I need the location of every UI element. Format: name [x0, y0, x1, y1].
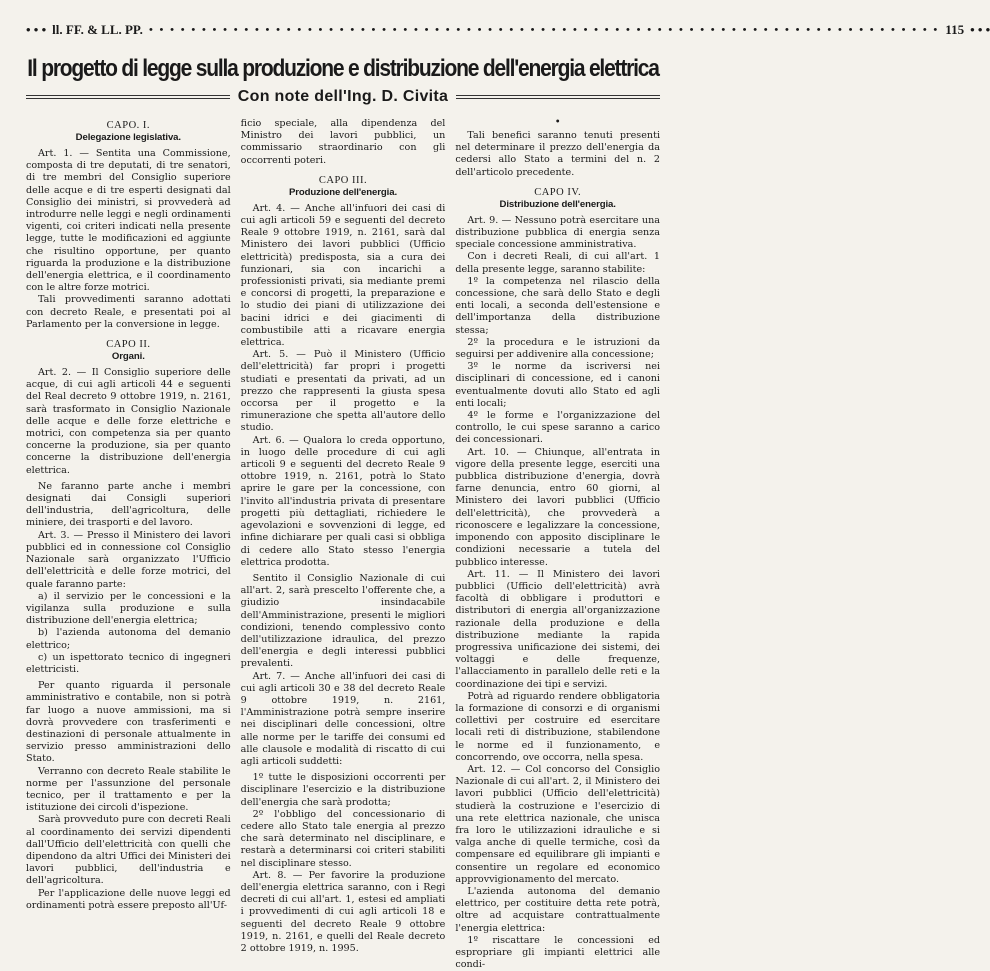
paragraph: Ne faranno parte anche i membri designati dai Consigli superiori dell'industria, dell'agricoltura, delle miniere, dei trasporti e del lavoro.	[26, 480, 231, 529]
subtitle-row	[26, 86, 660, 108]
list-item-1: 1º la competenza nel rilascio della concessione, che sarà dello Stato e degli enti locali, a seconda dell'estensione e dell'importanza della distribuzione stessa;	[455, 275, 661, 336]
paragraph: Tali benefici saranno tenuti presenti nel determinare il prezzo dell'energia da cedersi allo Stato a termini del n. 2 dell'articolo precedente.	[455, 130, 661, 178]
list-item-2: 2º l'obbligo del concessionario di cedere allo Stato tale energia al prezzo che sarà determinato nel disciplinare, e restarà a determinarsi coi criteri stabiliti nel disciplinare stesso.	[240, 808, 446, 869]
list-item-4: 4º le forme e l'organizzazione del controllo, le cui spese saranno a carico dei concessionari.	[455, 410, 661, 446]
subtitle-rule-left	[26, 95, 230, 99]
article-title: Il progetto di legge sulla produzione e distribuzione dell'energia elettrica	[27, 55, 659, 82]
header-dot-leader: • • • • • • • • • • • • • • • • • • • • • • • • • • • • • • • • • • • • • • • • • • • • • • • • • • • • • • • • • • • • • • • • • • • • • • • • • • •	[148, 24, 940, 36]
paragraph: Tali provvedimenti saranno adottati con decreto Reale, e presentati poi al Parlamento per la conversione in legge.	[26, 294, 231, 330]
capo-2-title: Organi.	[111, 351, 145, 363]
article-8: Art. 8. — Per favorire la produzione dell'energia elettrica saranno, con i Regi decreti di cui all'art. 1, estesi ed ampliati i provvedimenti di cui agli articoli 18 e seguenti del decreto Reale 9 ottobre 1919, n. 2161, e quelli del Reale decreto 2 ottobre 1919, n. 1995.	[240, 869, 446, 954]
journal-abbreviation: ll. FF. & LL. PP.	[52, 22, 143, 37]
header-leading-dots: • • •	[26, 22, 47, 37]
list-item-2: 2º la procedura e le istruzioni da seguirsi per addivenire alla concessione;	[455, 336, 661, 361]
paragraph: ficio speciale, alla dipendenza del Ministro dei lavori pubblici, un commissario straordinario con gli occorrenti poteri.	[240, 118, 446, 166]
capo-2-label: CAPO II.	[106, 339, 151, 351]
list-item-a: a) il servizio per le concessioni e la vigilanza sulla produzione e sulla distribuzione dell'energia elettrica;	[26, 590, 231, 627]
list-item-1: 1º riscattare le concessioni ed espropriare gli impianti elettrici alle condi-	[455, 934, 661, 971]
header-trailing-dots: • • •	[970, 22, 990, 37]
page-number: 115	[945, 22, 965, 37]
paragraph: Per quanto riguarda il personale amministrativo e contabile, non si potrà far luogo a nuove ammissioni, ma si dovrà provvedere con trasferimenti e destinazioni di personale attualmente in servizio presso amministrazioni dello Stato.	[26, 680, 231, 765]
paragraph: L'azienda autonoma del demanio elettrico, per costituire detta rete potrà, oltre ad acquistare contrattualmente l'energia elettrica:	[455, 885, 661, 934]
list-item-1: 1º tutte le disposizioni occorrenti per disciplinare l'esercizio e la distribuzione dell'energia che sarà prodotta;	[240, 772, 446, 808]
article-1: Art. 1. — Sentita una Commissione, composta di tre deputati, di tre senatori, di tre membri del Consiglio superiore delle acque e di tre esperti designati dal Consiglio dei ministri, si provvederà ad introdurre nelle leggi e negli ordinamenti vigenti, coi criteri indicati nella presente legge, tutte le modificazioni ed aggiunte che risultino opportune, per quanto riguarda la produzione e la distribuzione dell'energia elettrica, e il coordinamento con le altre forze motrici.	[26, 148, 231, 294]
article-5: Art. 5. — Può il Ministero (Ufficio dell'elettricità) far propri i progetti studiati e presentati da privati, ad un prezzo che rappresenti la giusta spesa occorsa per il progetto e la rimunerazione che spetta all'autore dello studio.	[240, 349, 446, 434]
column-2	[240, 118, 446, 954]
article-6: Art. 6. — Qualora lo creda opportuno, in luogo delle procedure di cui agli articoli 9 e seguenti del decreto Reale 9 ottobre 1919, n. 2161, potrà lo Stato aprire le gare per la concessione, con l'invito all'industria privata di presentare progetti più dettagliati, richiedere le agevolazioni e sovvenzioni di legge, ed infine dichiarare per quali casi si obbliga di cedere allo Stato stesso l'energia elettrica prodotta.	[240, 434, 446, 568]
capo-4-label: CAPO IV.	[534, 186, 582, 198]
running-header	[26, 22, 990, 38]
article-12: Art. 12. — Col concorso del Consiglio Nazionale di cui all'art. 2, il Ministero dei lavori pubblici (Ufficio dell'elettricità) studierà la costruzione e l'esercizio di una rete elettrica nazionale, che unisca fra loro le utilizzazioni idrauliche e si valga anche di quelle termiche, così da compensare ed equilibrare gli impianti e consentire un regolare ed economico approvvigionamento del mercato.	[455, 763, 661, 885]
column-1	[26, 118, 231, 911]
capo-4-title: Distribuzione dell'energia.	[499, 198, 616, 210]
paragraph: Sentito il Consiglio Nazionale di cui all'art. 2, sarà prescelto l'offerente che, a giudizio insindacabile dell'Amministrazione, presenti le migliori condizioni, tenendo complessivo conto dell'utilizzazione idraulica, del prezzo dell'energia e degli interessi pubblici prevalenti.	[240, 572, 446, 670]
article-10: Art. 10. — Chiunque, all'entrata in vigore della presente legge, eserciti una pubblica distribuzione d'energia, dovrà farne denuncia, entro 60 giorni, al Ministero dei lavori pubblici (Ufficio dell'elettricità), che provvederà a riconoscere e legalizzare la concessione, imponendo con apposito disciplinare le condizioni necessarie a tutela del pubblico interesse.	[455, 446, 661, 568]
capo-1-title: Delegazione legislativa.	[75, 132, 181, 143]
paragraph: Per l'applicazione delle nuove leggi ed ordinamenti potrà essere preposto all'Uf-	[26, 887, 231, 911]
capo-3-label: CAPO III.	[318, 174, 368, 186]
list-item-3: 3º le norme da iscriversi nei disciplinari di concessione, ed i canoni eventualmente dovuti allo Stato ed agli enti locali;	[455, 361, 661, 409]
paragraph: Con i decreti Reali, di cui all'art. 1 della presente legge, saranno stabilite:	[455, 251, 661, 275]
article-9: Art. 9. — Nessuno potrà esercitare una distribuzione pubblica di energia senza speciale concessione amministrativa.	[455, 214, 661, 251]
article-11: Art. 11. — Il Ministero dei lavori pubblici (Ufficio dell'elettricità) avrà facoltà di obbligare i produttori e distributori di energia all'organizzazione razionale della produzione e della distribuzione mediante la rapida progressiva unificazione dei sistemi, dei voltaggi e delle frequenze, l'allacciamento in parallelo delle reti e la coordinazione dei tipi e servizi.	[455, 568, 661, 690]
ornament-dot: •	[554, 117, 561, 128]
text-columns	[26, 117, 661, 971]
article-4: Art. 4. — Anche all'infuori dei casi di cui agli articoli 59 e seguenti del decreto Reale 9 ottobre 1919, n. 2161, sarà dal Ministero dei lavori pubblici (Ufficio elettricità) predisposta, sia a cura dei funzionari, sia con incarichi a professionisti privati, sia mediante premi e concorsi di progetti, la preparazione e lo studio dei piani di utilizzazione dei bacini idrici e dei giacimenti di combustibile atti a ricavare energia elettrica.	[240, 202, 446, 349]
article-subtitle: Con note dell'Ing. D. Civita	[237, 88, 449, 105]
list-item-b: b) l'azienda autonoma del demanio elettrico;	[26, 627, 231, 651]
article-7: Art. 7. — Anche all'infuori dei casi di cui agli articoli 30 e 38 del decreto Reale 9 ottobre 1919, n. 2161, l'Amministrazione potrà sempre inserire nei disciplinari delle concessioni, oltre alle norme per le tariffe dei consumi ed alle clausole e modalità di riscatto di cui agli articoli suddetti:	[240, 670, 446, 767]
article-2: Art. 2. — Il Consiglio superiore delle acque, di cui agli articoli 44 e seguenti del Real decreto 9 ottobre 1919, n. 2161, sarà trasformato in Consiglio Nazionale delle acque e delle forze elettriche e motrici, con competenza sia per quanto concerne la produzione, sia per quanto concerne la distribuzione dell'energia elettrica.	[26, 367, 231, 476]
paragraph: Verranno con decreto Reale stabilite le norme per l'assunzione del personale tecnico, per il trattamento e per la istituzione dei circoli d'ispezione.	[26, 765, 231, 814]
list-item-c: c) un ispettorato tecnico di ingegneri elettricisti.	[26, 651, 231, 675]
column-3	[455, 117, 661, 971]
article-3: Art. 3. — Presso il Ministero dei lavori pubblici ed in connessione col Consiglio Nazionale sarà organizzato l'Ufficio dell'elettricità e delle forze motrici, del quale faranno parte:	[26, 529, 231, 590]
capo-1-label: CAPO. I.	[106, 120, 151, 131]
paragraph: Potrà ad riguardo rendere obbligatoria la formazione di consorzi e di organismi collettivi per costruire ed esercitare locali reti di distribuzione, stabilendone le norme ed il funzionamento, e concorrendo, ove occorra, nella spesa.	[455, 690, 661, 763]
subtitle-rule-right	[456, 95, 660, 99]
paragraph: Sarà provveduto pure con decreti Reali al coordinamento dei servizi dipendenti dall'Ufficio dell'elettricità con quelli che dipendono da altri Uffici dei Ministeri dei lavori pubblici, dell'industria e dell'agricoltura.	[26, 814, 231, 887]
capo-3-title: Produzione dell'energia.	[288, 186, 398, 198]
